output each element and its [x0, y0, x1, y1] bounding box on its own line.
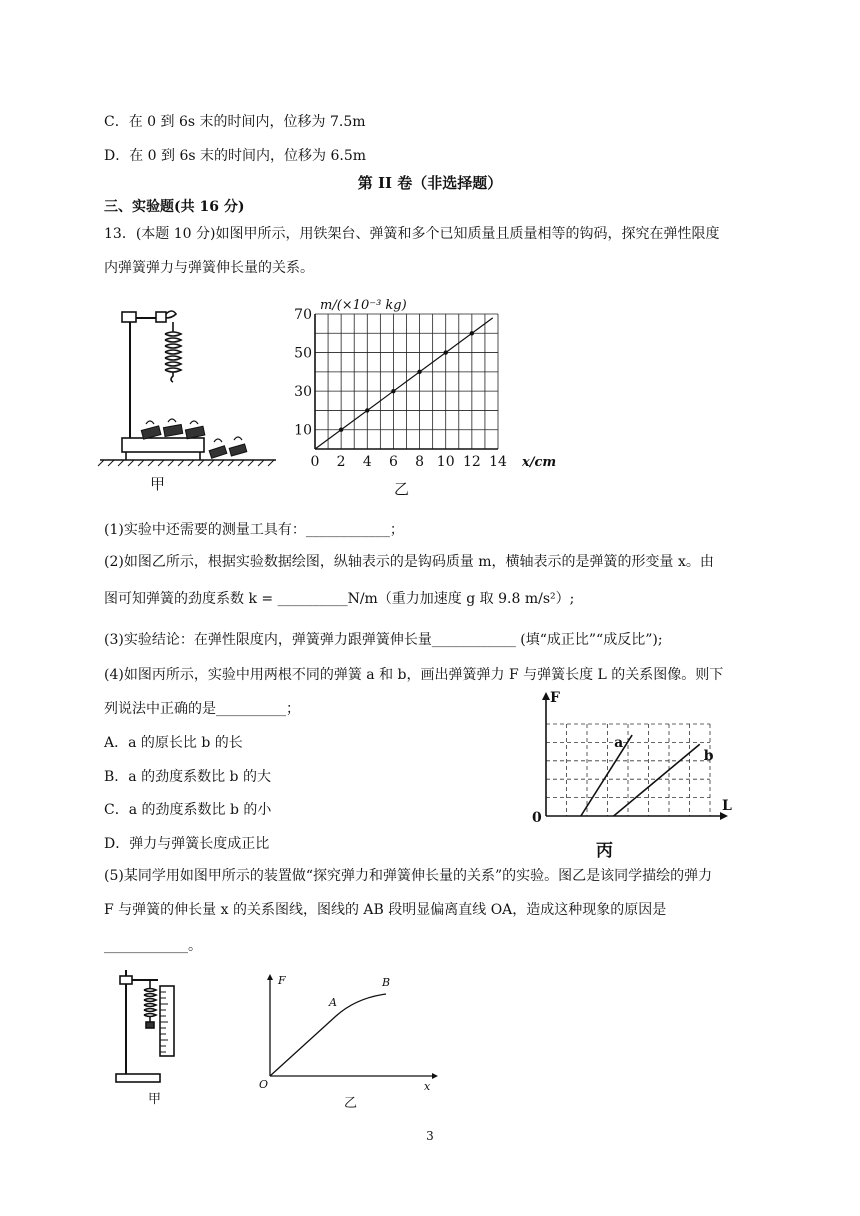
fig-yi2-label: 乙: [344, 1096, 358, 1111]
fig-jia2-apparatus: [108, 966, 188, 1086]
option-d: D．在 0 到 6s 末的时间内，位移为 6.5m: [104, 148, 367, 164]
option-b: B．a 的劲度系数比 b 的大: [104, 769, 271, 785]
y-tick-label: 30: [294, 384, 312, 401]
x-axis-label: x/cm: [522, 455, 557, 470]
data-point: [365, 408, 369, 412]
y-axis-label: m/(×10⁻³ kg): [320, 298, 407, 313]
f-x-curve: [270, 994, 386, 1076]
y-axis-arrow: [267, 974, 273, 980]
x-tick-label: 8: [415, 454, 425, 470]
data-point: [391, 389, 395, 393]
annotation-a: A: [329, 996, 337, 1009]
sub-question-4b: 列说法中正确的是__________；: [104, 701, 300, 717]
x-axis-arrow: [432, 1073, 438, 1079]
q13-stem-2: 内弹簧弹力与弹簧伸长量的关系。: [104, 260, 314, 276]
option-a: A．a 的原长比 b 的长: [104, 735, 243, 751]
x-tick-label: 2: [336, 454, 346, 470]
sub-question-5b: F 与弹簧的伸长量 x 的关系图线，图线的 AB 段明显偏离直线 OA，造成这种现象的原因是: [104, 902, 667, 918]
section-title: 第 II 卷（非选择题）: [357, 174, 503, 192]
sub-question-2a: (2)如图乙所示，根据实验数据绘图，纵轴表示的是钩码质量 m，横轴表示的是弹簧的形变量 x。由: [104, 554, 714, 570]
series-label-a: a: [614, 735, 624, 752]
fig-yi-label: 乙: [394, 480, 410, 498]
q13-stem-1: 13．(本题 10 分)如图甲所示，用铁架台、弹簧和多个已知质量且质量相等的钩码，探究在弹性限度: [104, 226, 720, 242]
x-tick-label: 10: [436, 454, 455, 470]
sub-question-3: (3)实验结论：在弹性限度内，弹簧弹力跟弹簧伸长量____________ (填“成正比”“成反比”);: [104, 632, 663, 648]
sub-question-4a: (4)如图丙所示，实验中用两根不同的弹簧 a 和 b，画出弹簧弹力 F 与弹簧长度 L 的关系图像。则下: [104, 667, 724, 683]
data-point: [444, 350, 448, 354]
x-axis-label: L: [722, 798, 732, 814]
sub-question-5c: ____________。: [104, 938, 202, 954]
x-axis-label: x: [424, 1080, 431, 1093]
y-tick-label: 70: [294, 307, 312, 323]
fig-bing-label: 丙: [596, 841, 613, 861]
option-d-q13: D．弹力与弹簧长度成正比: [104, 836, 270, 852]
series-label-b: b: [703, 748, 714, 765]
y-axis-label: F: [550, 690, 560, 706]
data-point: [470, 331, 474, 335]
x-tick-label: 0: [310, 454, 320, 470]
sub-question-2b: 图可知弹簧的劲度系数 k = __________N/m（重力加速度 g 取 9.8 m/s²）;: [104, 591, 575, 607]
option-c: C．在 0 到 6s 末的时间内，位移为 7.5m: [104, 114, 366, 130]
fig-jia-apparatus: [98, 300, 278, 470]
sub-question-5a: (5)某同学用如图甲所示的装置做“探究弹力和弹簧伸长量的关系”的实验。图乙是该同学描绘的弹力: [104, 868, 713, 884]
series-line-b: [614, 744, 700, 816]
fig-yi2-chart: [256, 966, 446, 1096]
sub-question-1: (1)实验中还需要的测量工具有：____________；: [104, 522, 404, 538]
x-tick-label: 14: [489, 454, 507, 470]
y-tick-label: 50: [294, 345, 312, 362]
origin-label: 0: [532, 810, 542, 826]
option-c-q13: C．a 的劲度系数比 b 的小: [104, 802, 272, 818]
origin-label: O: [259, 1078, 269, 1091]
fig-bing-chart: [528, 686, 738, 836]
annotation-b: B: [382, 976, 391, 989]
series-line-a: [581, 735, 632, 816]
data-point: [417, 370, 421, 374]
page-number: 3: [426, 1129, 434, 1143]
fig-jia-label: 甲: [150, 475, 166, 493]
part-title: 三、实验题(共 16 分): [104, 199, 245, 215]
x-tick-label: 4: [362, 454, 372, 470]
fig-yi-chart: [294, 294, 560, 494]
fig-jia2-label: 甲: [148, 1092, 162, 1107]
y-tick-label: 10: [294, 422, 312, 439]
data-point: [339, 428, 343, 432]
x-tick-label: 6: [388, 454, 398, 470]
y-axis-label: F: [278, 974, 286, 987]
y-axis-arrow: [542, 692, 550, 700]
x-tick-label: 12: [462, 454, 481, 470]
